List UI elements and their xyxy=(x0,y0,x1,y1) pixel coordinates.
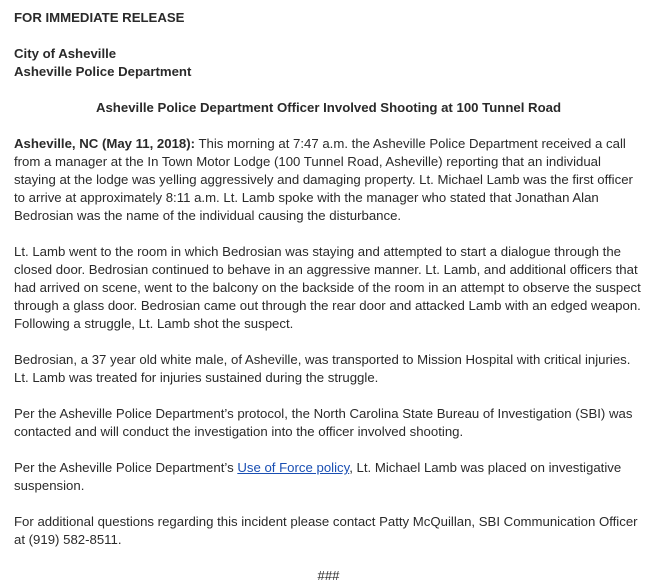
headline: Asheville Police Department Officer Involved Shooting at 100 Tunnel Road xyxy=(95,100,562,115)
organization-block xyxy=(14,45,643,81)
paragraph-5-before: Per the Asheville Police Department’s xyxy=(14,460,238,475)
paragraph-3: Bedrosian, a 37 year old white male, of Asheville, was transported to Mission Hospital with critical injuries. Lt. Lamb was treated for injuries sustained during the struggle. xyxy=(14,352,631,385)
dateline: Asheville, NC (May 11, 2018): xyxy=(14,136,196,151)
department-name: Asheville Police Department xyxy=(14,64,192,79)
paragraph-1-body: This morning at 7:47 a.m. the Asheville Police Department received a call from a manager at the In Town Motor Lodge (100 Tunnel Road, Asheville) reporting that an individual staying at the lodge was yelling aggressively and damaging property. Lt. Michael Lamb was the first officer to arrive at approximately 8:11 a.m. Lt. Lamb spoke with the manager who stated that Jonathan Alan Bedrosian was the name of the individual causing the disturbance. xyxy=(14,136,633,223)
paragraph-4: Per the Asheville Police Department’s protocol, the North Carolina State Bureau of Investigation (SBI) was contacted and will conduct the investigation into the officer involved shooting. xyxy=(14,406,633,439)
use-of-force-policy-link[interactable]: Use of Force policy xyxy=(237,460,350,475)
city-name: City of Asheville xyxy=(14,46,117,61)
paragraph-5 xyxy=(14,459,643,495)
release-label: FOR IMMEDIATE RELEASE xyxy=(14,10,185,25)
paragraph-5-after: , Lt. Michael Lamb was placed on investigative suspension. xyxy=(14,460,622,493)
paragraph-2: Lt. Lamb went to the room in which Bedrosian was staying and attempted to start a dialogue through the closed door. Bedrosian continued to behave in an aggressive manner. Lt. Lamb, and additional officers that had arrived on scene, went to the balcony on the backside of the room in an attempt to observe the suspect through a glass door. Bedrosian came out through the rear door and attacked Lamb with an edged weapon. Following a struggle, Lt. Lamb shot the suspect. xyxy=(14,244,641,331)
end-mark: ### xyxy=(317,568,340,583)
paragraph-6: For additional questions regarding this incident please contact Patty McQuillan, SBI Communication Officer at (919) 582-8511. xyxy=(14,514,638,547)
paragraph-1 xyxy=(14,135,643,225)
